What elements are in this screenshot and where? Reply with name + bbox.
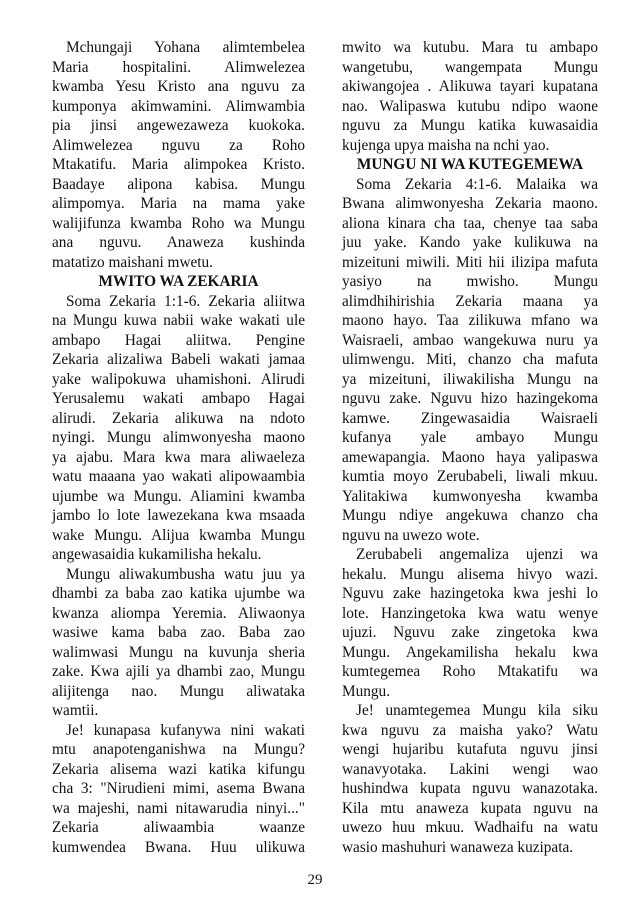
section-heading: MUNGU NI WA KUTEGEMEWA	[356, 156, 584, 173]
right-column	[342, 38, 598, 857]
text-line: alirudi. Zekaria alikuwa na ndoto	[52, 409, 305, 427]
text-line: wake Mungu. Alijua kwamba Mungu	[52, 526, 305, 544]
text-line: Mtakatifu. Maria alimpokea Kristo.	[52, 156, 305, 173]
text-line: Zekaria aliwaambia waanze	[52, 819, 305, 836]
text-line: Kila mtu anaweza kupata nguvu na	[342, 799, 598, 817]
text-line: Mungu. Angekamilisha hekalu kwa	[342, 643, 598, 661]
text-line: kamwe. Zingewasaidia Waisraeli	[342, 409, 598, 427]
text-line: Baadaye alipona kabisa. Mungu	[52, 175, 305, 193]
text-line: Mchungaji Yohana alimtembelea	[66, 39, 305, 56]
text-line: na Mungu kuwa nabii wake wakati ule	[52, 312, 305, 329]
text-line: wamtii.	[52, 702, 99, 719]
text-line: kwamba Yesu Kristo ana nguvu za	[52, 78, 305, 95]
text-line: Zerubabeli angemaliza ujenzi wa	[356, 546, 598, 563]
text-line: nguvu zake. Nguvu hizo hazingekoma	[342, 390, 598, 407]
section-heading: MWITO WA ZEKARIA	[98, 273, 259, 290]
text-line: watu maaana yao wakati alipowaambia	[52, 468, 305, 485]
text-line: mtu anapotenganishwa na Mungu?	[52, 741, 305, 758]
text-line: dhambi za baba zao katika ujumbe wa	[52, 585, 305, 602]
text-line: kumponya akimwamini. Alimwambia	[52, 97, 305, 115]
text-line: kujenga upya maisha na nchi yao.	[342, 136, 550, 154]
text-line: Zekaria alizaliwa Babeli wakati jamaa	[52, 351, 305, 368]
text-line: Nguvu zake hazingetoka kwa jeshi lo	[342, 585, 598, 602]
text-line: nyingi. Mungu alimwonyesha maono	[52, 429, 305, 446]
paragraph	[52, 721, 305, 858]
text-line: Bwana alimwonyesha Zekaria maono.	[342, 195, 598, 212]
text-line: Mungu.	[342, 682, 391, 700]
text-line: nguvu za Mungu katika kuwasaidia	[342, 117, 598, 134]
text-line: Zekaria alisema wazi katika kifungu	[52, 760, 305, 778]
text-line: hushindwa kupata nguvu wanazotaka.	[342, 780, 598, 797]
text-line: alijitenga nao. Mungu aliwataka	[52, 682, 305, 700]
text-line: mwito wa kutubu. Mara tu ambapo	[342, 39, 598, 56]
text-line: Mungu aliwakumbusha watu juu ya	[66, 565, 305, 583]
left-column	[52, 38, 305, 857]
text-line: yake walipokuwa uhamishoni. Alirudi	[52, 370, 305, 388]
text-line: ambapo Hagai aliitwa. Pengine	[52, 331, 305, 349]
text-line: Mungu ndiye angekuwa chanzo cha	[342, 507, 598, 524]
text-line: Yerusalemu wakati ambapo Hagai	[52, 390, 305, 407]
text-line: ya ajabu. Mara kwa mara aliwaeleza	[52, 448, 305, 466]
text-line: ujuzi. Nguvu zake zingetoka kwa	[342, 624, 598, 641]
text-line: aliona kinara cha taa, chenye taa saba	[342, 214, 598, 232]
text-line: Waisraeli, ambao wangekuwa nuru ya	[342, 331, 598, 349]
text-line: cha 3: "Nirudieni mimi, asema Bwana	[52, 780, 305, 797]
text-line: amewapangia. Maono haya yalipaswa	[342, 448, 598, 466]
text-line: kwa nguvu za maisha yako? Watu	[342, 721, 598, 739]
text-line: juu yake. Kando yake kulikuwa na	[342, 234, 598, 251]
text-line: jambo lo lote lawezekana kwa msaada	[52, 507, 305, 524]
text-line: alimdhihirishia Zekaria maana ya	[342, 292, 598, 310]
text-line: nguvu na uwezo wote.	[342, 526, 480, 544]
text-line: ya mizeituni, iliwakilisha Mungu na	[342, 370, 598, 388]
text-line: mizeituni miwili. Miti hii ilizipa mafuta	[342, 253, 598, 271]
text-line: Maria hospitalini. Alimwelezea	[52, 58, 305, 76]
text-line: kumtegemea Roho Mtakatifu wa	[342, 663, 598, 680]
text-line: kumwendea Bwana. Huu ulikuwa	[52, 838, 305, 856]
text-line: wasio mashuhuri wanaweza kuzipata.	[342, 838, 574, 856]
paragraph	[342, 701, 598, 857]
paragraph	[52, 565, 305, 721]
text-line: uwezo huu mkuu. Wadhaifu na watu	[342, 819, 598, 836]
text-line: wengi hujaribu kutafuta nguvu jinsi	[342, 741, 598, 758]
text-line: wanavyotaka. Lakini wengi wao	[342, 760, 598, 778]
text-line: Soma Zekaria 1:1-6. Zekaria aliitwa	[66, 292, 305, 310]
text-line: matatizo maishani mwetu.	[52, 253, 213, 271]
text-line: Je! unamtegemea Mungu kila siku	[356, 702, 598, 719]
text-line: ana nguvu. Anaweza kushinda	[52, 234, 305, 251]
text-line: pia jinsi angewezaweza kuokoka.	[52, 117, 305, 134]
text-line: yasiyo na mwisho. Mungu	[342, 273, 598, 290]
text-line: walijifunza kwamba Roho wa Mungu	[52, 214, 305, 232]
text-line: wasiwe kama baba zao. Baba zao	[52, 624, 305, 641]
paragraph	[342, 38, 598, 155]
text-line: akiwangojea . Alikuwa tayari kupatana	[342, 78, 598, 95]
text-line: kumtia moyo Zerubabeli, liwali mkuu.	[342, 468, 598, 485]
text-line: angewasaidia kukamilisha hekalu.	[52, 546, 262, 563]
text-line: ulimwengu. Miti, chanzo cha mafuta	[342, 351, 598, 368]
text-line: alimpomya. Maria na mama yake	[52, 195, 305, 212]
paragraph	[342, 175, 598, 546]
text-line: Yalitakiwa kumwonyesha kwamba	[342, 487, 598, 505]
text-line: lote. Hanzingetoka kwa watu wenye	[342, 604, 598, 622]
text-line: Soma Zekaria 4:1-6. Malaika wa	[356, 175, 598, 193]
text-line: maono hayo. Taa zilikuwa mfano wa	[342, 312, 598, 329]
text-line: walimwasi Mungu na kuvunja sheria	[52, 643, 305, 661]
text-line: kwanza aliompa Yeremia. Aliwaonya	[52, 604, 305, 622]
text-line: Je! kunapasa kufanywa nini wakati	[66, 721, 305, 739]
text-line: ujumbe wa Mungu. Aliamini kwamba	[52, 487, 305, 505]
text-line: kufanya yale ambayo Mungu	[342, 429, 598, 446]
page-number: 29	[307, 872, 323, 888]
text-line: wangetubu, wangempata Mungu	[342, 58, 598, 76]
text-line: nao. Walipaswa kutubu ndipo waone	[342, 97, 598, 115]
text-line: hekalu. Mungu alisema hivyo wazi.	[342, 565, 598, 583]
text-line: wa majeshi, nami nitawarudia ninyi..."	[52, 799, 305, 817]
paragraph	[342, 545, 598, 701]
text-line: zake. Kwa ajili ya dhambi zao, Mungu	[52, 663, 305, 680]
paragraph	[52, 292, 305, 565]
text-line: Alimwelezea nguvu za Roho	[52, 136, 305, 154]
paragraph	[52, 38, 305, 272]
